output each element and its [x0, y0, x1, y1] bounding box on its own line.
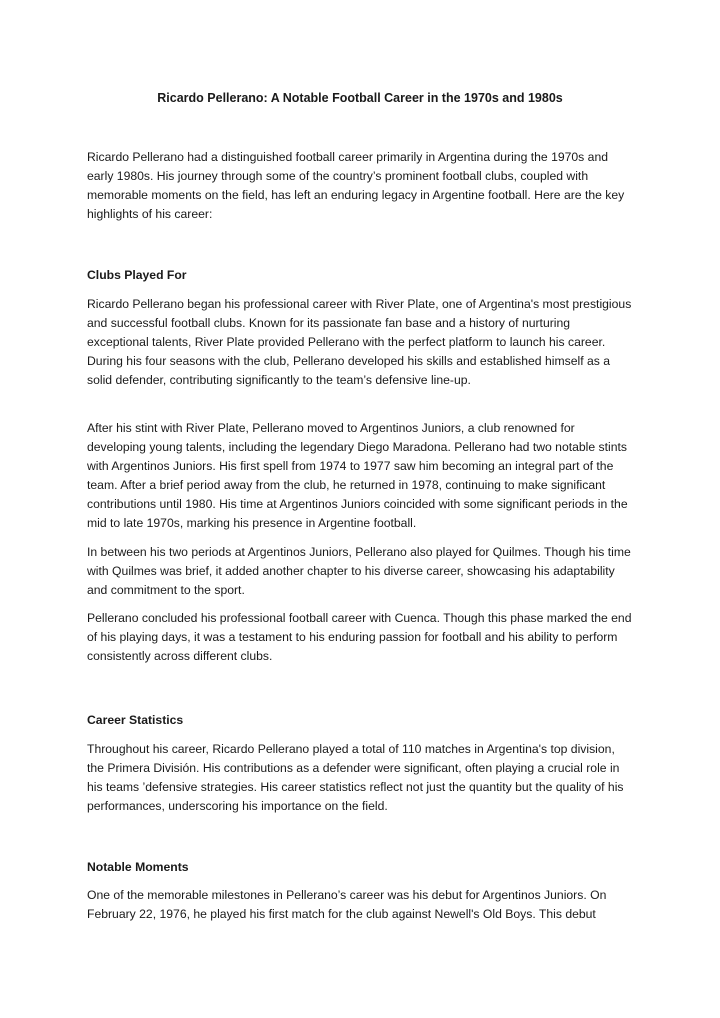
section-heading-notable-moments: Notable Moments: [87, 860, 189, 874]
section-heading-clubs: Clubs Played For: [87, 268, 187, 282]
notable-moments-paragraph: One of the memorable milestones in Pellerano’s career was his debut for Argentinos Juniors. On February 22, 1976, he played his first match for the club against Newell's Old Boys. This debut: [87, 888, 607, 921]
document-title: Ricardo Pellerano: A Notable Football Career in the 1970s and 1980s: [157, 91, 563, 105]
clubs-paragraph-3: In between his two periods at Argentinos Juniors, Pellerano also played for Quilmes. Though his time with Quilmes was brief, it added another chapter to his diverse career, showcasing his adaptability and commitment to the sport.: [87, 545, 631, 597]
intro-paragraph: Ricardo Pellerano had a distinguished football career primarily in Argentina during the 1970s and early 1980s. His journey through some of the country’s prominent football clubs, coupled with memorable moments on the field, has left an enduring legacy in Argentine football. Here are the key highlights of his career:: [87, 150, 625, 221]
clubs-paragraph-4: Pellerano concluded his professional football career with Cuenca. Though this phase marked the end of his playing days, it was a testament to his enduring passion for football and his ability to perform consistently across different clubs.: [87, 611, 632, 663]
section-heading-statistics: Career Statistics: [87, 713, 184, 727]
statistics-paragraph: Throughout his career, Ricardo Pellerano played a total of 110 matches in Argentina's top division, the Primera División. His contributions as a defender were significant, often playing a crucial role in his teams ’defensive strategies. His career statistics reflect not just the quantity but the quality of his performances, underscoring his importance on the field.: [87, 742, 624, 813]
clubs-paragraph-2: After his stint with River Plate, Pellerano moved to Argentinos Juniors, a club renowned for developing young talents, including the legendary Diego Maradona. Pellerano had two notable stints with Argentinos Juniors. His first spell from 1974 to 1977 saw him becoming an integral part of the team. After a brief period away from the club, he returned in 1978, continuing to make significant contributions until 1980. His time at Argentinos Juniors coincided with some significant periods in the mid to late 1970s, marking his presence in Argentine football.: [87, 421, 628, 530]
clubs-paragraph-1: Ricardo Pellerano began his professional career with River Plate, one of Argentina's most prestigious and successful football clubs. Known for its passionate fan base and a history of nurturing exceptional talents, River Plate provided Pellerano with the perfect platform to launch his career. During his four seasons with the club, Pellerano developed his skills and established himself as a solid defender, contributing significantly to the team’s defensive line-up.: [87, 297, 632, 387]
